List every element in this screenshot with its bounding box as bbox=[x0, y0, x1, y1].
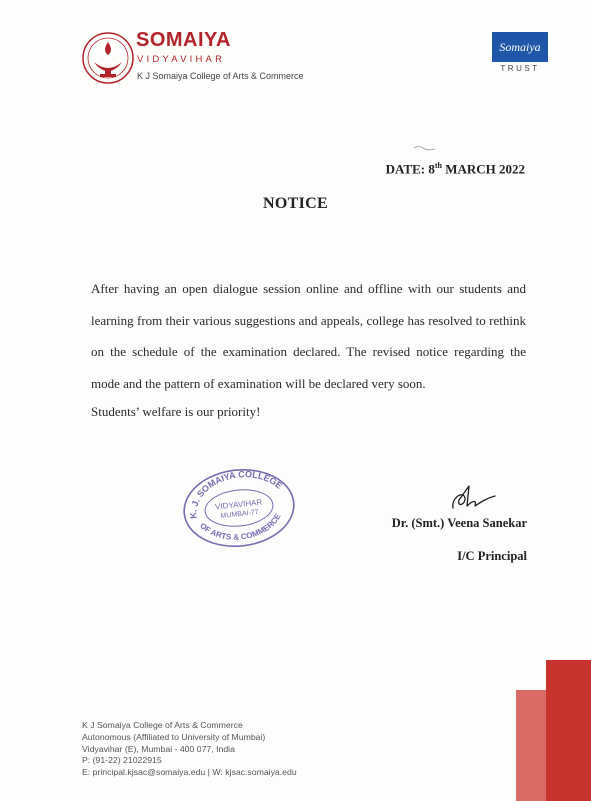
somaiya-trust-logo bbox=[492, 32, 548, 62]
somaiya-lamp-emblem-icon bbox=[78, 30, 138, 88]
footer-corner-accent bbox=[546, 660, 591, 801]
trust-label: TRUST bbox=[500, 64, 540, 73]
stamp-text-top: K. J. SOMAIYA COLLEGE bbox=[188, 469, 285, 520]
notice-body: After having an open dialogue session online and offline with our students and learning from their various suggestions and appeals, college has resolved to rethink on the schedule of the examination declared. The revised notice regarding the mode and the pattern of examination will be declared very soon. bbox=[91, 281, 526, 391]
signatory-name: Dr. (Smt.) Veena Sanekar bbox=[391, 516, 527, 530]
footer-line: Vidyavihar (E), Mumbai - 400 077, India bbox=[82, 743, 235, 754]
footer-line: Autonomous (Affiliated to University of Mumbai) bbox=[82, 731, 266, 742]
footer-line: E: principal.kjsac@somaiya.edu | W: kjsac.somaiya.edu bbox=[82, 767, 297, 778]
footer-line: K J Somaiya College of Arts & Commerce bbox=[82, 720, 243, 730]
notice-title: NOTICE bbox=[263, 195, 328, 212]
college-stamp bbox=[180, 466, 298, 550]
footer-line: P: (91-22) 21022915 bbox=[82, 755, 162, 766]
college-name-line: K J Somaiya College of Arts & Commerce bbox=[137, 71, 304, 81]
stamp-center-line2: MUMBAI-77 bbox=[220, 508, 260, 520]
stamp-text-bottom: OF ARTS & COMMERCE bbox=[198, 512, 283, 542]
brand-subtitle: VIDYAVIHAR bbox=[137, 54, 226, 65]
brand-name: SOMAIYA bbox=[136, 29, 232, 51]
principal-signature bbox=[447, 484, 499, 514]
stamp-center-line1: VIDYAVIHAR bbox=[214, 497, 263, 512]
signatory-designation: I/C Principal bbox=[457, 549, 527, 563]
notice-date: DATE: 8th MARCH 2022 bbox=[385, 161, 525, 177]
notice-closing: Students’ welfare is our priority! bbox=[91, 404, 261, 419]
footer-address bbox=[82, 720, 297, 779]
trust-logo-text: Somaiya bbox=[499, 39, 541, 54]
pen-mark-icon bbox=[413, 144, 437, 152]
